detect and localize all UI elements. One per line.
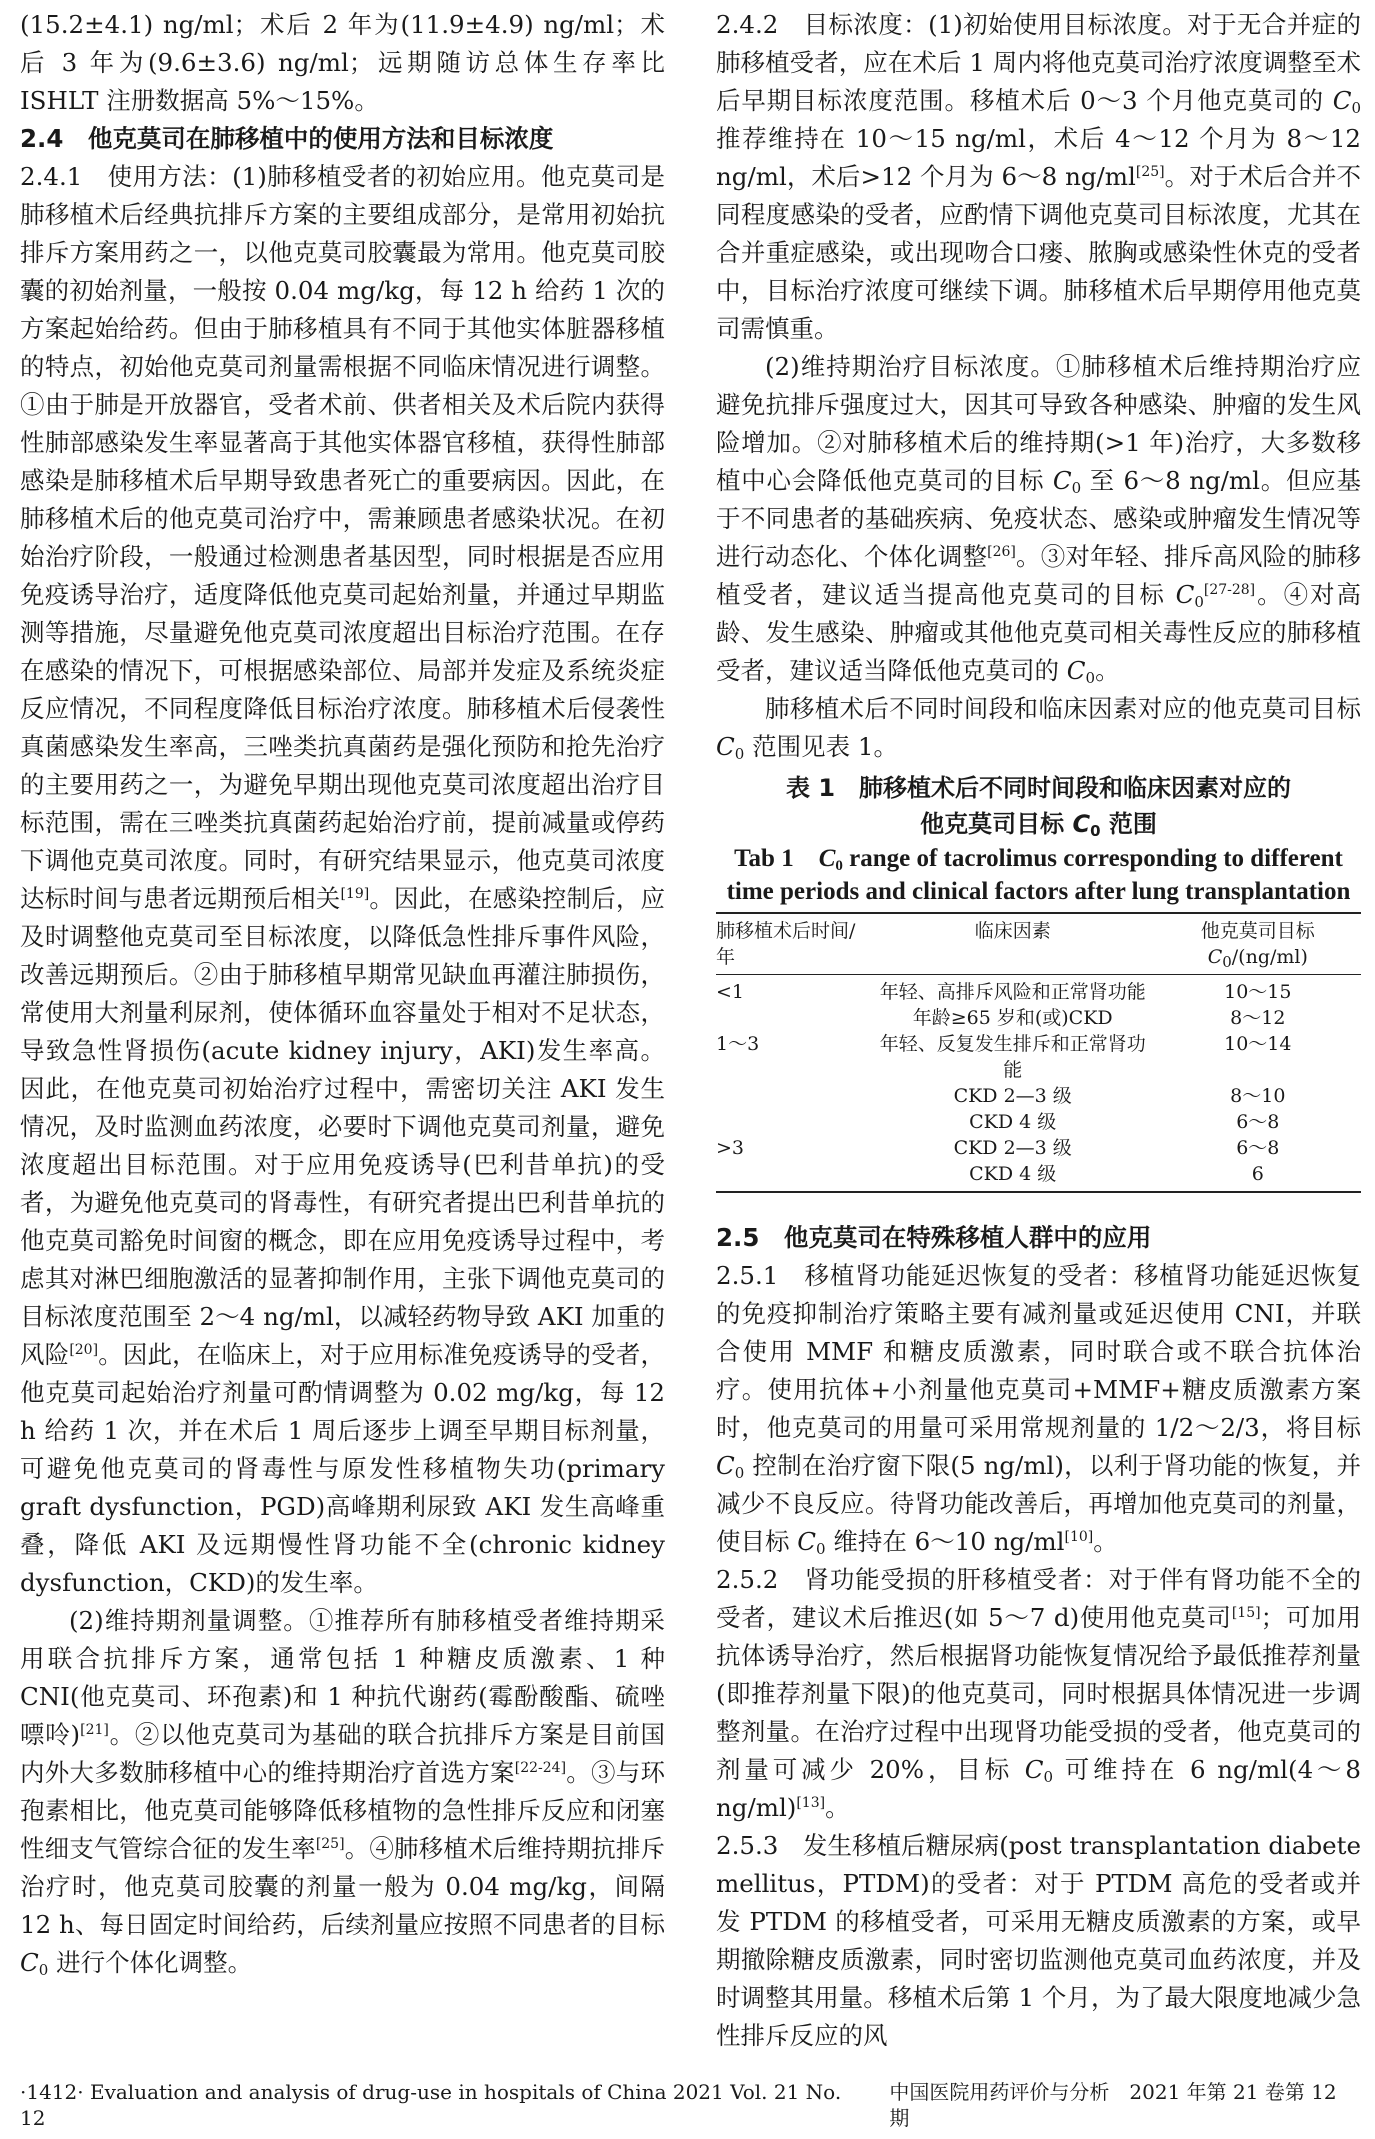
subscript: 0 [1043, 1768, 1054, 1786]
table-row [716, 1083, 1361, 1109]
table-row [716, 975, 1361, 1006]
citation-ref[interactable]: [22-24] [514, 1760, 567, 1776]
cell-target: 10～14 [1224, 1033, 1292, 1055]
c0-range-table [716, 912, 1361, 1193]
right-column [716, 6, 1361, 2055]
table-row [716, 1135, 1361, 1161]
subscript: 0 [1071, 479, 1082, 497]
cell-factor: CKD 4 级 [969, 1111, 1057, 1133]
variable-c0: C [716, 732, 735, 761]
footer-right: 中国医院用药评价与分析 2021 年第 21 卷第 12 期 [889, 2080, 1337, 2130]
variable-c0: C [1332, 86, 1352, 115]
cell-target: 6 [1251, 1163, 1264, 1185]
footer-left: ·1412· Evaluation and analysis of drug-use in hospitals of China 2021 Vol. 21 No. 12 [20, 2080, 842, 2130]
cell-target: 10～15 [1224, 981, 1292, 1003]
cell-factor: CKD 4 级 [969, 1163, 1057, 1185]
paragraph-table-reference: 肺移植术后不同时间段和临床因素对应的他克莫司目标 $C_0$ 范围见表 1。 [716, 694, 1361, 763]
variable-c0: C [1207, 946, 1223, 968]
citation-ref[interactable]: [26] [987, 544, 1016, 560]
cell-time: >3 [716, 1137, 745, 1159]
variable-c0: C [797, 1527, 817, 1556]
variable-c0: C [1052, 466, 1072, 495]
subscript: 0 [734, 1464, 745, 1482]
citation-ref[interactable]: [13] [796, 1795, 826, 1811]
table-row [716, 1109, 1361, 1135]
cell-time [716, 1109, 871, 1135]
citation-ref[interactable]: [19] [340, 886, 370, 902]
paragraph-2-4-1: 2.4.1 使用方法：(1)肺移植受者的初始应用。他克莫司是肺移植术后经典抗排斥方案的主要组成部分，是常用初始抗排斥方案用药之一，以他克莫司胶囊最为常用。他克莫司胶囊的初始剂量，一般按 0.04 mg/kg，每 12 h 给药 1 次的方案起始给药。但由于肺移植具有不同于其他实体脏器移植的特点，初始他克莫司剂量需根据不同临床情况进行调整。①由于肺是开放器官，受者术前、供者相关及术后院内获得性肺部感染发生率显著高于其他实体器官移植，获得性肺部感染是肺移植术后早期导致患者死亡的重要病因。因此，在肺移植术后的他克莫司治疗中，需兼顾患者感染状况。在初始治疗阶段，一般通过检测患者基因型，同时根据是否应用免疫诱导治疗，适度降低他克莫司起始剂量，并通过早期监测等措施，尽量避免他克莫司浓度超出目标治疗范围。在存在感染的情况下，可根据感染部位、局部并发症及系统炎症反应情况，不同程度降低目标治疗浓度。肺移植术后侵袭性真菌感染发生率高，三唑类抗真菌药是强化预防和抢先治疗的主要用药之一，为避免早期出现他克莫司浓度超出治疗目标范围，需在三唑类抗真菌药起始治疗前，提前减量或停药下调他克莫司浓度。同时，有研究结果显示，他克莫司浓度达标时间与患者远期预后相关[19]。因此，在感染控制后，应及时调整他克莫司至目标浓度，以降低急性排斥事件风险，改善远期预后。②由于肺移植早期常见缺血再灌注肺损伤，常使用大剂量利尿剂，使体循环血容量处于相对不足状态，导致急性肾损伤(acute kidney injury，AKI)发生率高。因此，在他克莫司初始治疗过程中，需密切关注 AKI 发生情况，及时监测血药浓度，必要时下调他克莫司剂量，避免浓度超出目标范围。对于应用免疫诱导(巴利昔单抗)的受者，为避免他克莫司的肾毒性，有研究者提出巴利昔单抗的他克莫司豁免时间窗的概念，即在应用免疫诱导过程中，考虑其对淋巴细胞激活的显著抑制作用，主张下调他克莫司的目标浓度范围至 2～4 ng/ml，以减轻药物导致 AKI 加重的风险[20]。因此，在临床上，对于应用标准免疫诱导的受者，他克莫司起始治疗剂量可酌情调整为 0.02 mg/kg，每 12 h 给药 1 次，并在术后 1 周后逐步上调至早期目标剂量，可避免他克莫司的肾毒性与原发性移植物失功(primary graft dysfunction，PGD)高峰期利尿致 AKI 发生高峰重叠，降低 AKI 及远期慢性肾功能不全(chronic kidney dysfunction，CKD)的发生率。 [20, 162, 666, 1597]
variable-c0: C [1024, 1755, 1044, 1784]
paragraph-2-4-2: 2.4.2 目标浓度：(1)初始使用目标浓度。对于无合并症的肺移植受者，应在术后 1 周内将他克莫司治疗浓度调整至术后早期目标浓度范围。移植术后 0～3 个月他克莫司的 $C_0$ 推荐维持在 10～15 ng/ml，术后 4～12 个月为 8～12 ng/ml，术后>12 个月为 6～8 ng/ml[25]。对于术后合并不同程度感染的受者，应酌情下调他克莫司目标浓度，尤其在合并重症感染，或出现吻合口瘘、脓胸或感染性休克的受者中，目标治疗浓度可继续下调。肺移植术后早期停用他克莫司需慎重。 [716, 10, 1361, 343]
table-row [716, 1161, 1361, 1192]
header-target: 他克莫司目标 $C_0/(ng/ml)$ [1200, 920, 1315, 971]
cell-time [716, 1005, 871, 1031]
citation-ref[interactable]: [15] [1231, 1605, 1261, 1621]
cell-factor: CKD 2—3 级 [953, 1085, 1072, 1107]
paragraph-2-5-1: 2.5.1 移植肾功能延迟恢复的受者：移植肾功能延迟恢复的免疫抑制治疗策略主要有减剂量或延迟使用 CNI，并联合使用 MMF 和糖皮质激素，同时联合或不联合抗体治疗。使用抗体+小剂量他克莫司+MMF+糖皮质激素方案时，他克莫司的用量可采用常规剂量的 1/2～2/3，将目标 $C_0$ 控制在治疗窗下限(5 ng/ml)，以利于肾功能的恢复，并减少不良反应。待肾功能改善后，再增加他克莫司的剂量，使目标 $C_0$ 维持在 6～10 ng/ml[10]。 [716, 1261, 1361, 1558]
cell-target: 6～8 [1236, 1111, 1280, 1133]
table-title-en: Tab 1 $C_0$ range of tacrolimus corresponding to different time periods and clinical factors after lung transplantation [726, 845, 1351, 905]
table-title-cn [716, 770, 1361, 842]
subscript: 0 [1351, 99, 1361, 117]
subscript: 0 [1222, 953, 1232, 971]
variable-c0: C [20, 1948, 39, 1977]
citation-ref[interactable]: [27-28] [1203, 582, 1256, 598]
left-column [20, 6, 665, 1982]
paragraph-intro: (15.2±4.1) ng/ml；术后 2 年为(11.9±4.9) ng/ml；术后 3 年为(9.6±3.6) ng/ml；远期随访总体生存率比 ISHLT 注册数据高 5%～15%。 [20, 10, 665, 115]
variable-c0: C [1175, 580, 1195, 609]
paragraph-maintenance-dose: (2)维持期剂量调整。①推荐所有肺移植受者维持期采用联合抗排斥方案，通常包括 1 种糖皮质激素、1 种 CNI(他克莫司、环孢素)和 1 种抗代谢药(霉酚酸酯、硫唑嘌呤)[21]。②以他克莫司为基础的联合抗排斥方案是目前国内外大多数肺移植中心的维持期治疗首选方案[22-24]。③与环孢素相比，他克莫司能够降低移植物的急性排斥反应和闭塞性细支气管综合征的发生率[25]。④肺移植术后维持期抗排斥治疗时，他克莫司胶囊的剂量一般为 0.04 mg/kg，间隔 12 h、每日固定时间给药，后续剂量应按照不同患者的目标 $C_0$ 进行个体化调整。 [20, 1606, 666, 1979]
cell-time [716, 1083, 871, 1109]
table-row [716, 1031, 1361, 1083]
columns [20, 6, 1361, 2055]
section-heading-2-5: 2.5 他克莫司在特殊移植人群中的应用 [716, 1223, 1152, 1252]
cell-time: 1～3 [716, 1033, 760, 1055]
header-time: 肺移植术后时间/年 [716, 920, 856, 968]
cell-target: 6～8 [1236, 1137, 1280, 1159]
cell-factor: 年龄≥65 岁和(或)CKD [912, 1007, 1113, 1029]
header-factor: 临床因素 [974, 920, 1051, 942]
subscript: 0 [38, 1961, 49, 1979]
table-header-row [716, 913, 1361, 975]
cell-factor: 年轻、高排斥风险和正常肾功能 [879, 981, 1146, 1003]
subscript: 0 [734, 745, 745, 763]
table-title-cn-line2: 他克莫司目标 $C_0$ 范围 [920, 810, 1157, 840]
variable-c0: C [716, 1451, 735, 1480]
cell-target: 8～10 [1230, 1085, 1286, 1107]
subscript: 0 [1085, 669, 1096, 687]
cell-factor: CKD 2—3 级 [953, 1137, 1072, 1159]
page-footer [20, 2055, 1361, 2139]
cell-time: <1 [716, 981, 745, 1003]
citation-ref[interactable]: [25] [1135, 164, 1165, 180]
cell-factor: 年轻、反复发生排斥和正常肾功能 [879, 1033, 1146, 1081]
subscript: 0 [816, 1540, 826, 1558]
citation-ref[interactable]: [25] [315, 1836, 345, 1852]
citation-ref[interactable]: [10] [1064, 1529, 1094, 1545]
table-title-cn-line1: 表 1 肺移植术后不同时间段和临床因素对应的 [785, 774, 1292, 802]
section-heading-2-4: 2.4 他克莫司在肺移植中的使用方法和目标浓度 [20, 124, 554, 153]
variable-c0: C [1072, 810, 1091, 838]
subscript: 0 [835, 858, 843, 874]
subscript: 0 [1194, 593, 1204, 611]
subscript: 0 [1090, 822, 1101, 840]
paragraph-2-5-3: 2.5.3 发生移植后糖尿病(post transplantation diabete mellitus，PTDM)的受者：对于 PTDM 高危的受者或并发 PTDM 的移植受者，可采用无糖皮质激素的方案，或早期撤除糖皮质激素，同时密切监测他克莫司血药浓度，并及时调整其用量。移植术后第 1 个月，为了最大限度地减少急性排斥反应的风 [716, 1831, 1361, 2050]
cell-target: 8～12 [1230, 1007, 1286, 1029]
cell-time [716, 1161, 871, 1192]
citation-ref[interactable]: [20] [69, 1342, 99, 1358]
citation-ref[interactable]: [21] [80, 1722, 109, 1738]
table-1 [716, 770, 1361, 1193]
variable-c0: C [1066, 656, 1086, 685]
table-row [716, 1005, 1361, 1031]
paragraph-maintenance-target: (2)维持期治疗目标浓度。①肺移植术后维持期治疗应避免抗排斥强度过大，因其可导致各种感染、肿瘤的发生风险增加。②对肺移植术后的维持期(>1 年)治疗，大多数移植中心会降低他克莫司的目标 $C_0$ 至 6～8 ng/ml。但应基于不同患者的基础疾病、免疫状态、感染或肿瘤发生情况等进行动态化、个体化调整[26]。③对年轻、排斥高风险的肺移植受者，建议适当提高他克莫司的目标 $C_0[27-28]$。④对高龄、发生感染、肿瘤或其他他克莫司相关毒性反应的肺移植受者，建议适当降低他克莫司的 $C_0$。 [716, 352, 1362, 687]
variable-c0: C [818, 845, 836, 872]
paragraph-2-5-2: 2.5.2 肾功能受损的肝移植受者：对于伴有肾功能不全的受者，建议术后推迟(如 5～7 d)使用他克莫司[15]；可加用抗体诱导治疗，然后根据肾功能恢复情况给予最低推荐剂量(即推荐剂量下限)的他克莫司，同时根据具体情况进一步调整剂量。在治疗过程中出现肾功能受损的受者，他克莫司的剂量可减少 20%，目标 $C_0$ 可维持在 6 ng/ml(4～8 ng/ml)[13]。 [716, 1565, 1362, 1822]
